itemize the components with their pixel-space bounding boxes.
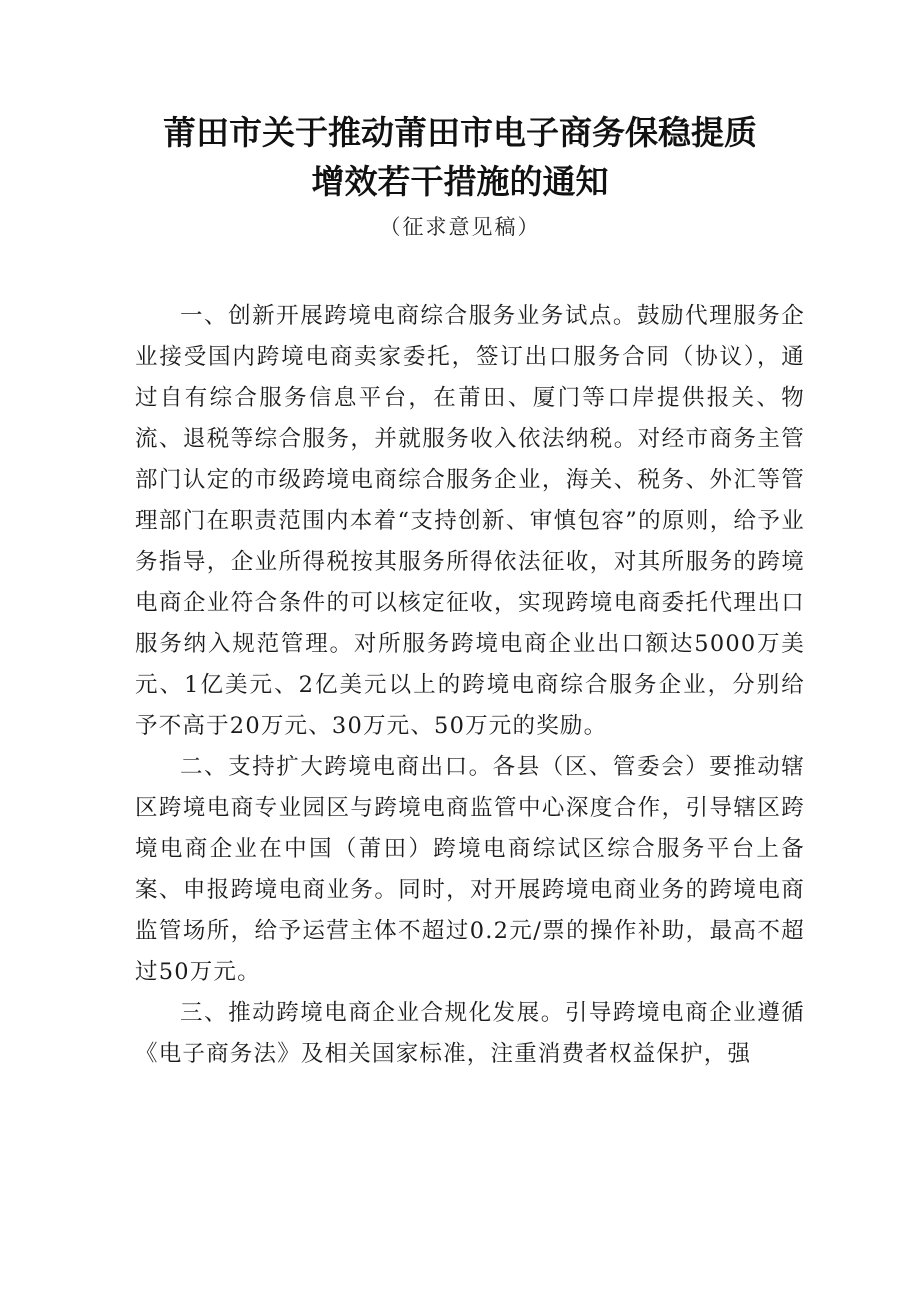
paragraph-3: 三、推动跨境电商企业合规化发展。引导跨境电商企业遵循《电子商务法》及相关国家标准，注重消费者权益保护，强 (135, 1000, 805, 1067)
paragraph-1: 一、创新开展跨境电商综合服务业务试点。鼓励代理服务企业接受国内跨境电商卖家委托，签订出口服务合同（协议），通过自有综合服务信息平台，在莆田、厦门等口岸提供报关、物流、退税等综合服务，并就服务收入依法纳税。对经市商务主管部门认定的市级跨境电商综合服务企业，海关、税务、外汇等管理部门在职责范围内本着“支持创新、审慎包容”的原则，给予业务指导，企业所得税按其服务所得依法征收，对其所服务的跨境电商企业符合条件的可以核定征收，实现跨境电商委托代理出口服务纳入规范管理。对所服务跨境电商企业出口额达5000万美元、1亿美元、2亿美元以上的跨境电商综合服务企业，分别给予不高于20万元、30万元、50万元的奖励。 (135, 303, 805, 739)
paragraph-2: 二、支持扩大跨境电商出口。各县（区、管委会）要推动辖区跨境电商专业园区与跨境电商监管中心深度合作，引导辖区跨境电商企业在中国（莆田）跨境电商综试区综合服务平台上备案、申报跨境电商业务。同时，对开展跨境电商业务的跨境电商监管场所，给予运营主体不超过0.2元/票的操作补助，最高不超过50万元。 (135, 754, 805, 985)
document-subtitle: （征求意见稿） (379, 215, 541, 239)
document-body (135, 296, 805, 1075)
document-title-line-1: 莆田市关于推动莆田市电子商务保稳提质 (163, 113, 757, 152)
document-title-line-2: 增效若干措施的通知 (311, 162, 609, 201)
